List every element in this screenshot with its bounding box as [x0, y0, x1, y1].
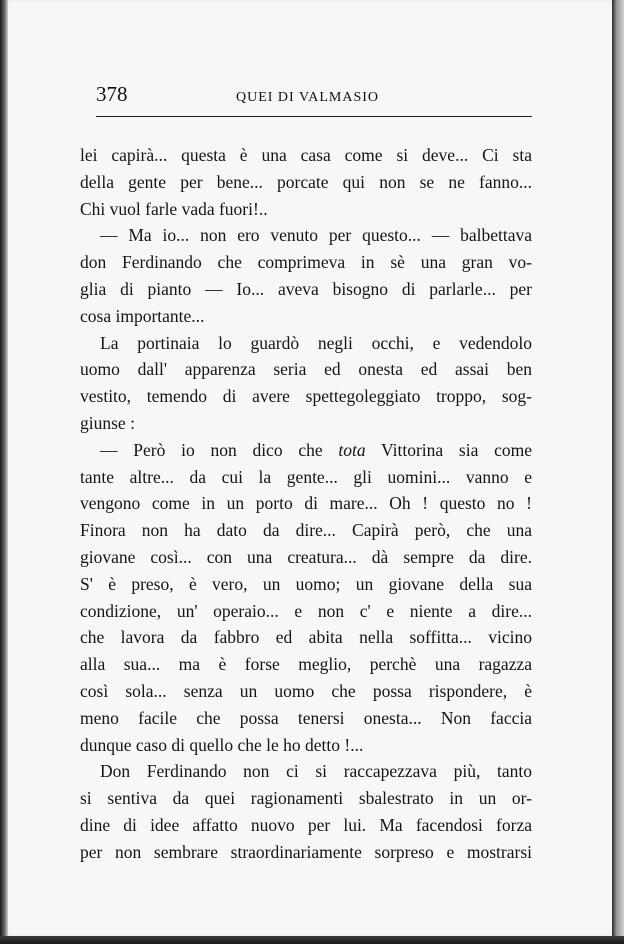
text-line: così sola... senza un uomo che possa rispondere, è [80, 680, 532, 701]
header-rule [96, 116, 532, 117]
text-line: Don Ferdinando non ci si raccapezzava più, tanto [100, 761, 532, 782]
text-line: — Ma io... non ero venuto per questo... — balbettava [100, 225, 532, 246]
italic-word: tota [338, 439, 366, 460]
text-line: si sentiva da quei ragionamenti sbalestrato in un or- [80, 788, 532, 809]
text-line: che lavora da fabbro ed abita nella soffitta... vicino [80, 627, 532, 648]
running-title: QUEI DI VALMASIO [236, 90, 380, 105]
text-line: della gente per bene... porcate qui non se ne fanno... [80, 171, 532, 192]
text-line: uomo dall' apparenza seria ed onesta ed assai ben [80, 359, 532, 380]
book-spine-shadow [0, 0, 8, 936]
body-text [80, 142, 532, 866]
text-fragment: Vittorina sia come [365, 439, 532, 460]
text-line: dine di idee affatto nuovo per lui. Ma facendosi forza [80, 814, 532, 835]
page-header [96, 82, 530, 112]
text-line: don Ferdinando che comprimeva in sè una gran vo- [80, 252, 532, 273]
page-edge-right [612, 0, 624, 944]
text-line: giunse : [80, 412, 135, 433]
text-line: alla sua... ma è forse meglio, perchè una ragazza [80, 654, 532, 675]
text-line: La portinaia lo guardò negli occhi, e vedendolo [100, 332, 532, 353]
text-fragment: — Però io non dico che [100, 439, 339, 460]
text-line: glia di pianto — Io... aveva bisogno di parlarle... per [80, 278, 532, 299]
text-line [80, 437, 532, 464]
text-line: tante altre... da cui la gente... gli uomini... vanno e [80, 466, 532, 487]
text-line: per non sembrare straordinariamente sorpreso e mostrarsi [80, 841, 532, 862]
text-line: Chi vuol farle vada fuori!.. [80, 198, 268, 219]
text-line: giovane così... con una creatura... dà sempre da dire. [80, 546, 532, 567]
text-line: meno facile che possa tenersi onesta... Non faccia [80, 707, 532, 728]
text-line: vengono come in un porto di mare... Oh ! questo no ! [80, 493, 532, 514]
text-line: vestito, temendo di avere spettegoleggiato troppo, sog- [80, 386, 532, 407]
text-line: dunque caso di quello che le ho detto !... [80, 734, 364, 755]
page-edge-bottom [0, 936, 624, 944]
text-line: lei capirà... questa è una casa come si deve... Ci sta [80, 145, 532, 165]
text-line: condizione, un' operaio... e non c' e niente a dire... [80, 600, 532, 621]
text-line: cosa importante... [80, 305, 205, 326]
text-line: Finora non ha dato da dire... Capirà però, che una [80, 520, 532, 541]
page-number: 378 [96, 82, 128, 106]
text-line: S' è preso, è vero, un uomo; un giovane della sua [80, 573, 532, 594]
